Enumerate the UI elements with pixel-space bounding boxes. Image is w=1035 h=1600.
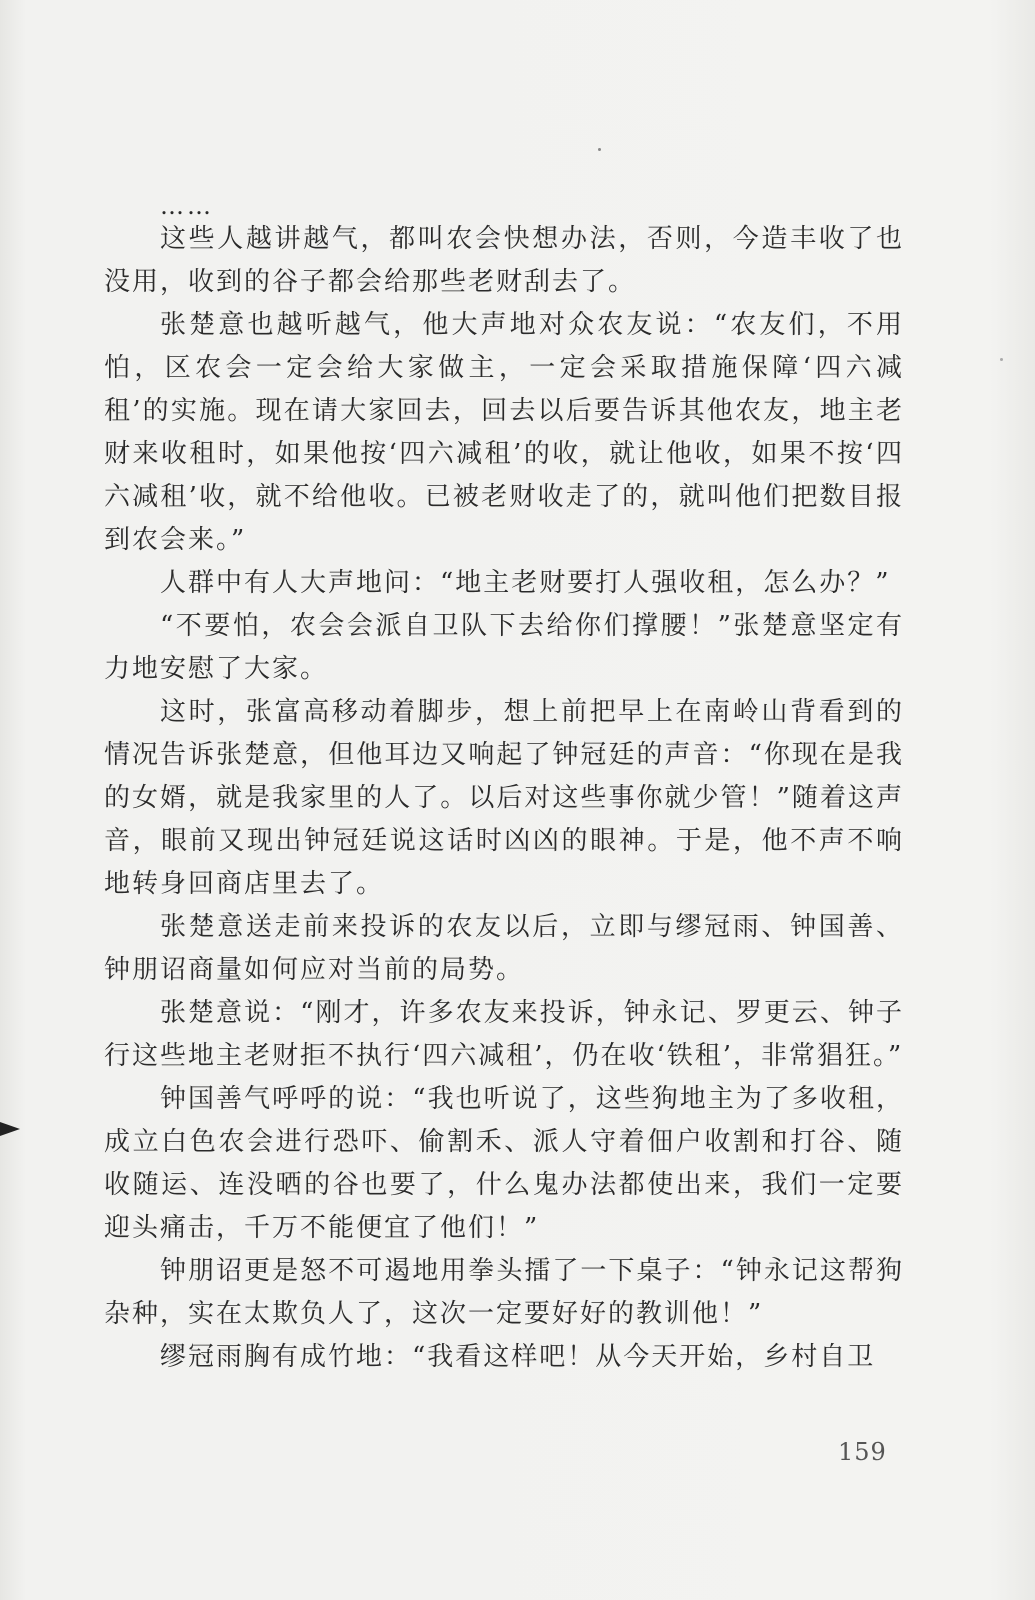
paragraph: 缪冠雨胸有成竹地：“我看这样吧！从今天开始，乡村自卫: [160, 1342, 876, 1372]
paper-speck: [598, 148, 601, 151]
paragraph: 张楚意说：“刚才，许多农友来投诉，钟永记、罗更云、钟子行这些地主老财拒不执行‘四六减租’，仍在收‘铁租’，非常猖狂。”: [104, 998, 904, 1071]
paragraph: “不要怕，农会会派自卫队下去给你们撑腰！”张楚意坚定有力地安慰了大家。: [104, 611, 904, 684]
paragraph: 钟国善气呼呼的说：“我也听说了，这些狗地主为了多收租，成立白色农会进行恐吓、偷割禾、派人守着佃户收割和打谷、随收随运、连没晒的谷也要了，什么鬼办法都使出来，我们一定要迎头痛击，千万不能便宜了他们！”: [104, 1084, 904, 1243]
page-edge-mark: [0, 1122, 20, 1136]
section-ellipsis: ……: [160, 192, 214, 220]
paragraph: 这时，张富高移动着脚步，想上前把早上在南岭山背看到的情况告诉张楚意，但他耳边又响起了钟冠廷的声音：“你现在是我的女婿，就是我家里的人了。以后对这些事你就少管！”随着这声音，眼前又现出钟冠廷说这话时凶凶的眼神。于是，他不声不响地转身回商店里去了。: [104, 697, 904, 899]
paragraph: 张楚意也越听越气，他大声地对众农友说：“农友们，不用怕，区农会一定会给大家做主，一定会采取措施保障‘四六减租’的实施。现在请大家回去，回去以后要告诉其他农友，地主老财来收租时，如果他按‘四六减租’的收，就让他收，如果不按‘四六减租’收，就不给他收。已被老财收走了的，就叫他们把数目报到农会来。”: [104, 310, 904, 555]
paragraph: 这些人越讲越气，都叫农会快想办法，否则，今造丰收了也没用，收到的谷子都会给那些老财刮去了。: [104, 224, 904, 297]
body-text: [104, 188, 904, 1379]
page-number: 159: [838, 1438, 887, 1466]
paragraph: 人群中有人大声地问：“地主老财要打人强收租，怎么办？”: [160, 568, 891, 598]
paragraph: 张楚意送走前来投诉的农友以后，立即与缪冠雨、钟国善、钟朋诏商量如何应对当前的局势。: [104, 912, 904, 985]
paper-speck: [1000, 358, 1003, 361]
paragraph: 钟朋诏更是怒不可遏地用拳头擂了一下桌子：“钟永记这帮狗杂种，实在太欺负人了，这次一定要好好的教训他！”: [104, 1256, 904, 1329]
